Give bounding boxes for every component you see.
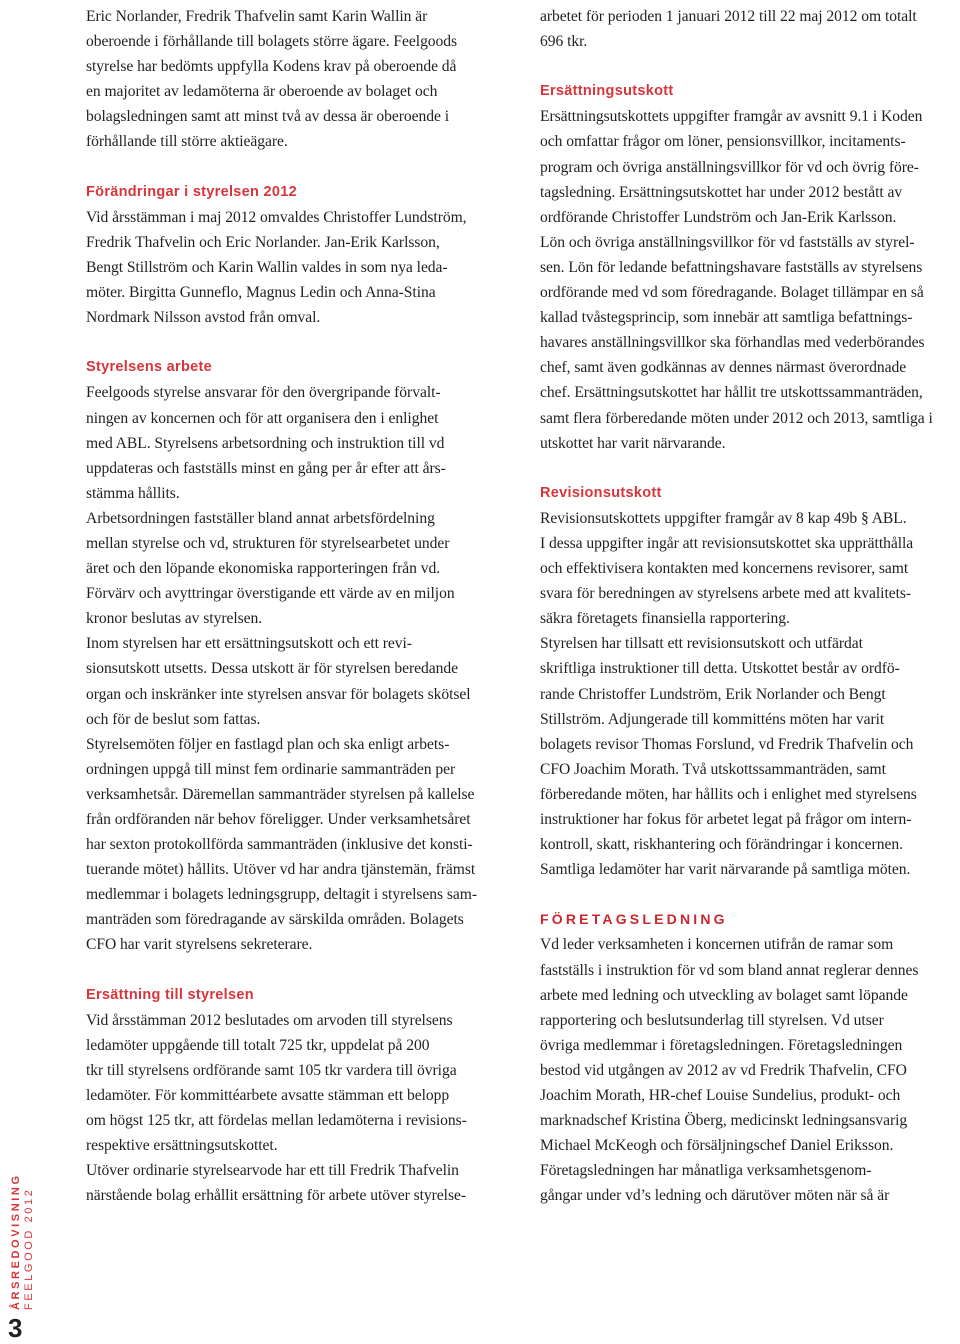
- paragraph-board-responsibility: Feelgoods styrelse ansvarar för den övergripande förvalt- ningen av koncernen och för att organisera den i enlighet med ABL. Styrelsens arbetsordning och instruktion till vd uppdateras och fastställs minst en gång per år efter att års- stämma hållits.: [86, 384, 446, 502]
- heading-board-work: Styrelsens arbete: [86, 359, 212, 376]
- paragraph-work-procedure: Arbetsordningen fastställer bland annat arbetsfördelning mellan styrelse och vd, strukturen för styrelsearbetet under äret och den löpande ekonomiska rapporteringen från vd. Förvärv och avyttringar överstigande ett värde av en miljon kronor beslutas av styrelsen.: [86, 509, 455, 628]
- heading-board-changes: Förändringar i styrelsen 2012: [86, 183, 297, 200]
- right-column: [540, 4, 958, 1209]
- heading-remuneration-committee: Ersättningsutskott: [540, 83, 674, 100]
- paragraph-management-meetings: Företagsledningen har månatliga verksamhetsgenom- gångar under vd’s ledning och därutöver möten när så är: [540, 1162, 890, 1205]
- paragraph-audit-members: Styrelsen har tillsatt ett revisionsutskott och utfärdat skriftliga instruktioner till detta. Utskottet består av ordfö- rande Christoffer Lundström, Erik Norlander och Bengt Stillström. Adjungerade till kommitténs möten har varit bolagets revisor Thomas Forslund, vd Fredrik Thafvelin och CFO Joachim Morath. Två utskottssammanträden, samt förberedande möten, har hållits och i enlighet med styrelsens instruktioner har fokus för arbetet legat på frågor om intern- kontroll, skatt, riskhantering och förändringar i koncernen. Samtliga ledamöter har varit närvarande på samtliga möten.: [540, 635, 917, 879]
- paragraph-management: Vd leder verksamheten i koncernen utifrån de ramar som fastställs i instruktion för vd som bland annat reglerar dennes arbete med ledning och utveckling av bolaget samt löpande rapportering och beslutsunderlag till styrelsen. Vd utser övriga medlemmar i företagsledningen. Företagsledningen bestod vid utgången av 2012 av vd Fredrik Thafvelin, CFO Joachim Morath, HR-chef Louise Sundelius, produkt- och marknadschef Kristina Öberg, medicinskt ledningsansvarig Michael McKeogh och försäljningschef Daniel Eriksson.: [540, 936, 919, 1155]
- paragraph-salary-terms: Lön och övriga anställningsvillkor för vd fastställs av styrel- sen. Lön för ledande befattningshavare fastställs av styrelsens ordförande med vd som föredragande. Bolaget tillämpar en så kallad tvåstegsprincip, som innebär att samtliga befattnings- havares anställningsvillkor ska förhandlas med vederbörandes chef, samt även godkännas av dennes närmast överordnade chef. Ersättningsutskottet har hållit tre utskottssammanträden, samt flera förberedande möten under 2012 och 2013, samtliga i utskottet har varit närvarande.: [540, 233, 933, 452]
- paragraph-committees: Inom styrelsen har ett ersättningsutskott och ett revi- sionsutskott utsetts. Dessa utskott är för styrelsen beredande organ och inskränker inte styrelsen ansvar för bolagets skötsel och för de beslut som fattas.: [86, 635, 471, 728]
- paragraph-board-fees: Vid årsstämman 2012 beslutades om arvoden till styrelsens ledamöter uppgående till totalt 725 tkr, uppdelat på 200 tkr till styrelsens ordförande samt 105 tkr vardera till övriga ledamöter. För kommittéarbete avsatte stämman ett belopp om högst 125 tkr, att fördelas mellan ledamöterna i revisions- respektive ersättningsutskottet.: [86, 1011, 467, 1155]
- page-number: 3: [8, 1313, 23, 1343]
- side-label: [10, 1152, 46, 1338]
- heading-board-remuneration: Ersättning till styrelsen: [86, 986, 254, 1003]
- paragraph-board-independence: Eric Norlander, Fredrik Thafvelin samt Karin Wallin är oberoende i förhållande till bolagets större ägare. Feelgoods styrelse har bedömts uppfylla Kodens krav på oberoende då en majoritet av ledamöterna är oberoende av bolaget och bolagsledningen samt att minst två av dessa är oberoende i förhållande till större aktieägare.: [86, 8, 458, 151]
- heading-management: FÖRETAGSLEDNING: [540, 911, 728, 928]
- paragraph-fees-continued: arbetet för perioden 1 januari 2012 till 22 maj 2012 om totalt 696 tkr.: [540, 8, 917, 51]
- annual-report-label: ÅRSREDOVISNING: [10, 1173, 22, 1310]
- paragraph-audit-tasks: Revisionsutskottets uppgifter framgår av 8 kap 49b § ABL. I dessa uppgifter ingår att revisionsutskottet ska upprätthålla och effektivisera kontakten med koncernens revisorer, samt svara för beredningen av styrelsens arbete med att kvalitets- säkra företagets finansiella rapportering.: [540, 509, 914, 628]
- brand-year-label: FEELGOOD 2012: [23, 1187, 35, 1310]
- paragraph-board-meetings: Styrelsemöten följer en fastlagd plan och ska enligt arbets- ordningen uppgå till minst fem ordinarie sammanträden per verksamhetsår. Däremellan sammanträder styrelsen på kallelse från ordföranden när behov föreligger. Under verksamhetsåret har sexton protokollförda sammanträden (inklusive det konsti- tuerande mötet) hållits. Utöver vd har andra tjänstemän, främst medlemmar i bolagets ledningsgrupp, deltagit i styrelsens sam- manträden som föredragande av särskilda områden. Bolagets CFO har varit styrelsens sekreterare.: [86, 735, 477, 954]
- paragraph-remuneration-committee: Ersättningsutskottets uppgifter framgår av avsnitt 9.1 i Koden och omfattar frågor om löner, pensionsvillkor, incitaments- program och övriga anställningsvillkor för vd och övrig före- tagsledning. Ersättningsutskottet har under 2012 bestått av ordförande Christoffer Lundström och Jan-Erik Karlsson.: [540, 108, 923, 226]
- paragraph-board-changes: Vid årsstämman i maj 2012 omvaldes Christoffer Lundström, Fredrik Thafvelin och Eric Norlander. Jan-Erik Karlsson, Bengt Stillström och Karin Wallin valdes in som nya leda- möter. Birgitta Gunneflo, Magnus Ledin och Anna-Stina Nordmark Nilsson avstod från omval.: [86, 208, 467, 327]
- heading-audit-committee: Revisionsutskott: [540, 484, 662, 501]
- paragraph-additional-fees: Utöver ordinarie styrelsearvode har ett till Fredrik Thafvelin närstående bolag erhållit ersättning för arbete utöver styrelse-: [86, 1162, 466, 1205]
- left-column: [86, 4, 511, 1209]
